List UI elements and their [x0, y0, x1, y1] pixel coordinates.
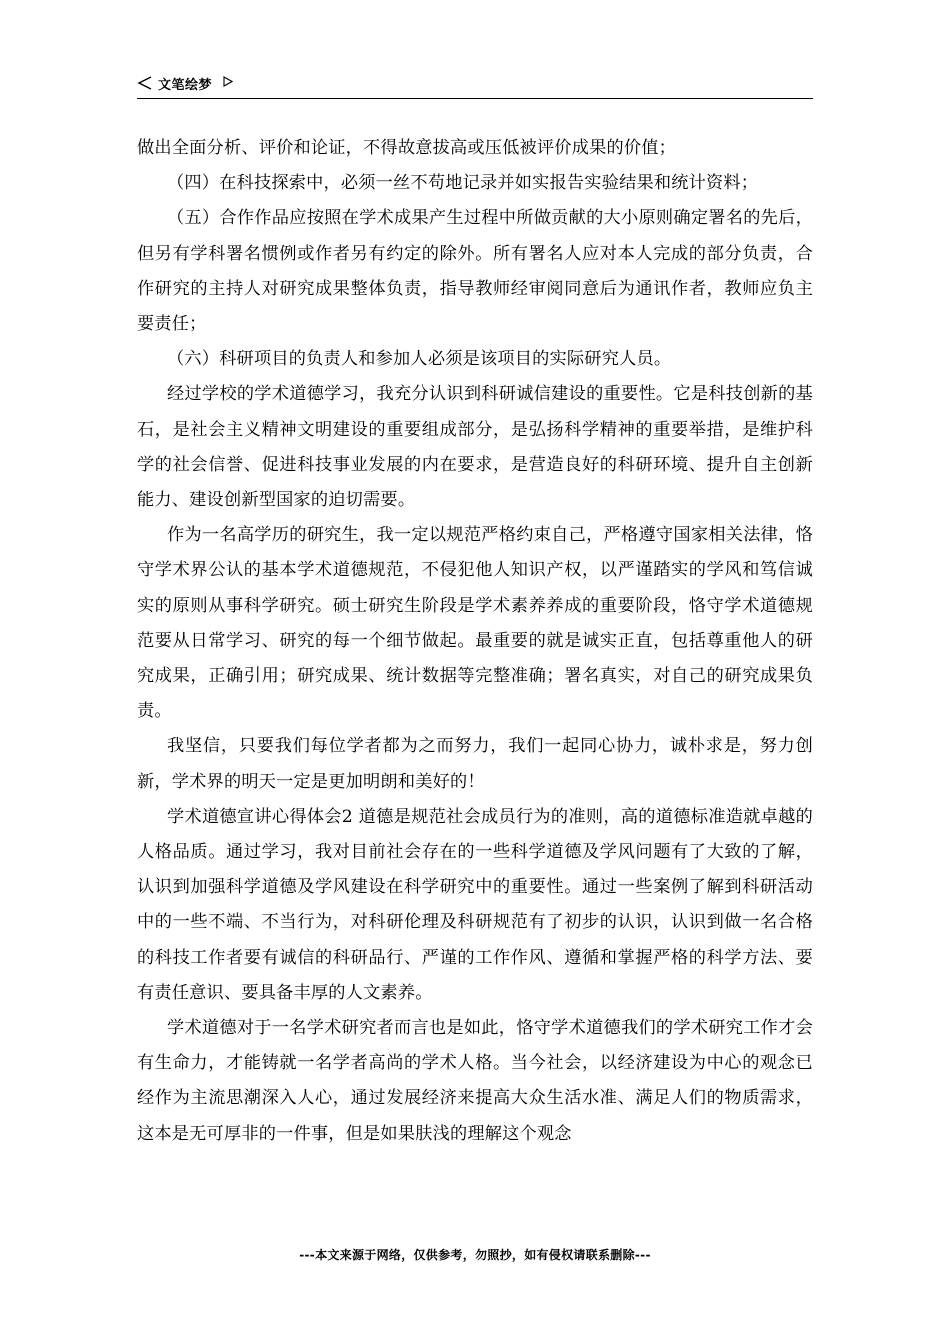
- triangle-left-icon: [137, 75, 153, 91]
- body-paragraph: （六）科研项目的负责人和参加人必须是该项目的实际研究人员。: [167, 349, 672, 370]
- body-paragraph: （四）在科技探索中，必须一丝不苟地记录并如实报告实验结果和统计资料；: [167, 173, 759, 194]
- body-paragraph: 学术道德对于一名学术研究者而言也是如此，恪守学术道德我们的学术研究工作才会有生命力，才能铸就一名学者高尚的学术人格。当今社会，以经济建设为中心的观念已经作为主流思潮深入人心，通过发展经济来提高大众生活水准、满足人们的物质需求，这本是无可厚非的一件事，但是如果肤浅的理解这个观念: [137, 1018, 813, 1144]
- body-paragraph: 作为一名高学历的研究生，我一定以规范严格约束自己，严格遵守国家相关法律，恪守学术界公认的基本学术道德规范，不侵犯他人知识产权，以严谨踏实的学风和笃信诚实的原则从事科学研究。硕士研究生阶段是学术素养养成的重要阶段，恪守学术道德规范要从日常学习、研究的每一个细节做起。最重要的就是诚实正直，包括尊重他人的研究成果，正确引用；研究成果、统计数据等完整准确；署名真实，对自己的研究成果负责。: [137, 525, 813, 722]
- document-body: [137, 131, 813, 1152]
- header-title: 文笔绘梦: [158, 78, 213, 93]
- body-paragraph: 学术道德宣讲心得体会2 道德是规范社会成员行为的准则，高的道德标准造就卓越的人格品质。通过学习，我对目前社会存在的一些科学道德及学风问题有了大致的了解，认识到加强科学道德及学风建设在科学研究中的重要性。通过一些案例了解到科研活动中的一些不端、不当行为，对科研伦理及科研规范有了初步的认识，认识到做一名合格的科技工作者要有诚信的科研品行、严谨的工作作风、遵循和掌握严格的科学方法、要有责任意识、要具备丰厚的人文素养。: [137, 806, 813, 1003]
- body-paragraph: 我坚信，只要我们每位学者都为之而努力，我们一起同心协力，诚朴求是，努力创新，学术界的明天一定是更加明朗和美好的！: [137, 736, 813, 792]
- body-paragraph: 经过学校的学术道德学习，我充分认识到科研诚信建设的重要性。它是科技创新的基石，是社会主义精神文明建设的重要组成部分，是弘扬科学精神的重要举措，是维护科学的社会信誉、促进科技事业发展的内在要求，是营造良好的科研环境、提升自主创新能力、建设创新型国家的迫切需要。: [137, 384, 813, 511]
- body-paragraph: （五）合作作品应按照在学术成果产生过程中所做贡献的大小原则确定署名的先后，但另有学科署名惯例或作者另有约定的除外。所有署名人应对本人完成的部分负责，合作研究的主持人对研究成果整体负责，指导教师经审阅同意后为通讯作者，教师应负主要责任；: [137, 208, 813, 335]
- triangle-right-icon: [223, 76, 233, 87]
- page-header: [137, 72, 813, 99]
- footer-disclaimer: ---本文来源于网络，仅供参考，勿照抄，如有侵权请联系删除---: [299, 1248, 651, 1262]
- body-paragraph: 做出全面分析、评价和论证，不得故意拔高或压低被评价成果的价值；: [137, 138, 677, 158]
